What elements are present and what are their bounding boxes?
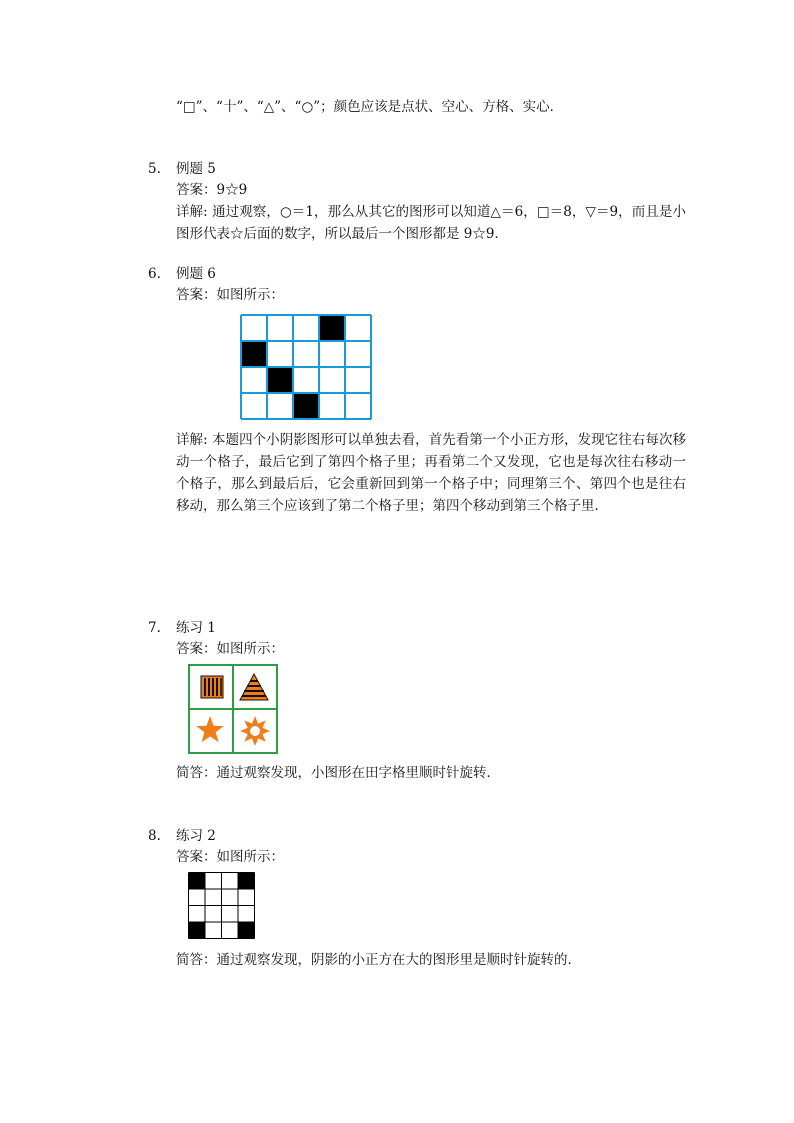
striped-triangle-icon [240, 674, 268, 700]
shaded-cell [238, 873, 255, 890]
item-number: 5. [148, 161, 161, 177]
item-title: 练习 1 [176, 620, 216, 636]
star-icon [196, 716, 224, 742]
item-answer: 答案：如图所示： [176, 641, 284, 657]
shaded-cell [189, 922, 206, 939]
item-detail: 简答：通过观察发现，阴影的小正方在大的图形里是顺时针旋转的． [176, 952, 581, 968]
striped-square-icon [201, 676, 223, 698]
item-detail: 简答：通过观察发现，小图形在田字格里顺时针旋转． [176, 765, 500, 781]
item-number: 7. [148, 620, 161, 636]
shaded-cell [293, 393, 319, 419]
shaded-cell [241, 341, 267, 367]
shaded-grid-figure [188, 872, 255, 939]
item-answer: 答案：9☆9 [176, 182, 248, 198]
item-answer: 答案：如图所示： [176, 287, 284, 303]
item-title: 练习 2 [176, 828, 216, 844]
shaded-cell [319, 315, 345, 341]
shaded-grid-figure [240, 314, 372, 420]
shaded-cell [267, 367, 293, 393]
item-detail: 详解: 本题四个小阴影图形可以单独去看，首先看第一个小正方形，发现它往右每次移动一个格子，最后它到了第四个格子里；再看第二个又发现，它也是每次往右移动一个格子，那么到最后后，它会重新回到第一个格子中；同理第三个、第四个也是往右移动，那么第三个应该到了第二个格子里；第四个移动到第三个格子里． [176, 432, 686, 514]
item-answer: 答案：如图所示： [176, 849, 284, 865]
shaded-cell [238, 922, 255, 939]
item-title: 例题 6 [176, 266, 216, 282]
item-number: 8. [148, 828, 161, 844]
item-number: 6. [148, 266, 161, 282]
sun-icon [240, 716, 270, 746]
intro-line: “□”、“十”、“△”、“○”；颜色应该是点状、空心、方格、实心． [176, 99, 564, 115]
item-title: 例题 5 [176, 161, 216, 177]
rotation-figure [188, 664, 278, 754]
shaded-cell [189, 873, 206, 890]
item-detail: 详解: 通过观察，○＝1，那么从其它的图形可以知道△＝6，□＝8，▽＝9，而且是小图形代表☆后面的数字，所以最后一个图形都是 9☆9． [176, 204, 686, 242]
